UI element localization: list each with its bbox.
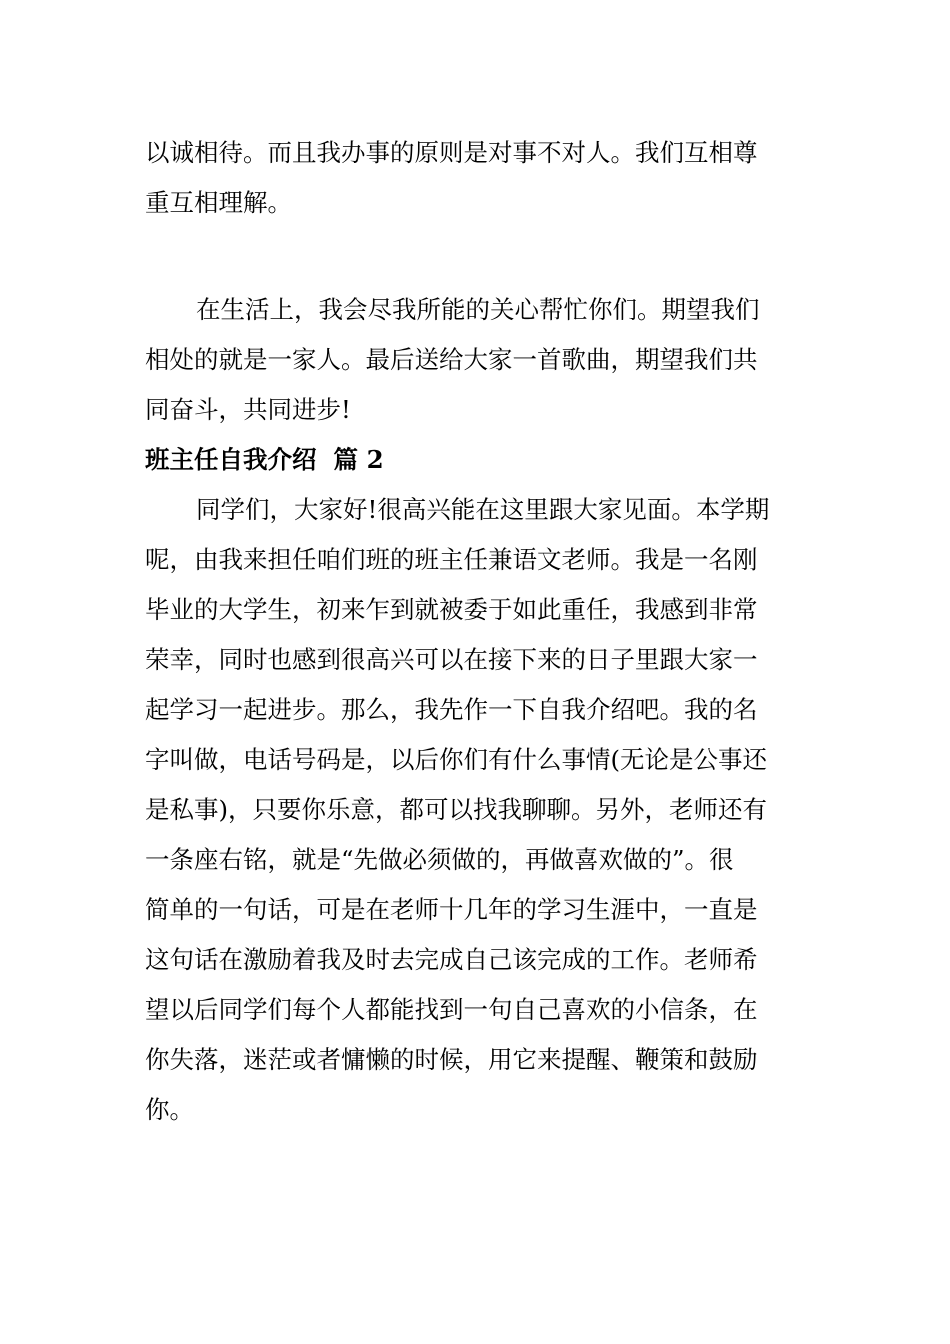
section-heading: 班主任自我介绍 篇 2 xyxy=(145,445,384,474)
paragraph-life: 在生活上，我会尽我所能的关心帮忙你们。期望我们 相处的就是一家人。最后送给大家一首歌曲，期望我们共 同奋斗，共同进步! xyxy=(145,295,760,424)
paragraph-continuation: 以诚相待。而且我办事的原则是对事不对人。我们互相尊 重互相理解。 xyxy=(145,138,758,217)
paragraph-introduction: 同学们，大家好!很高兴能在这里跟大家见面。本学期 呢，由我来担任咱们班的班主任兼语文老师。我是一名刚 毕业的大学生，初来乍到就被委于如此重任，我感到非常 荣幸，同时也感到很高兴可以在接下来的日子里跟大家一 起学习一起进步。那么，我先作一下自我介绍吧。我的名 字叫做，电话号码是，以后你们有什么事情(无论是公事还 是私事)，只要你乐意，都可以找我聊聊。另外，老师还有 一条座右铭，就是“先做必须做的，再做喜欢做的”。很 简单的一句话，可是在老师十几年的学习生涯中，一直是 这句话在激励着我及时去完成自己该完成的工作。老师希 望以后同学们每个人都能找到一句自己喜欢的小信条，在 你失落，迷茫或者慵懒的时候，用它来提醒、鞭策和鼓励 你。 xyxy=(145,495,770,1124)
document-page xyxy=(145,128,807,1135)
